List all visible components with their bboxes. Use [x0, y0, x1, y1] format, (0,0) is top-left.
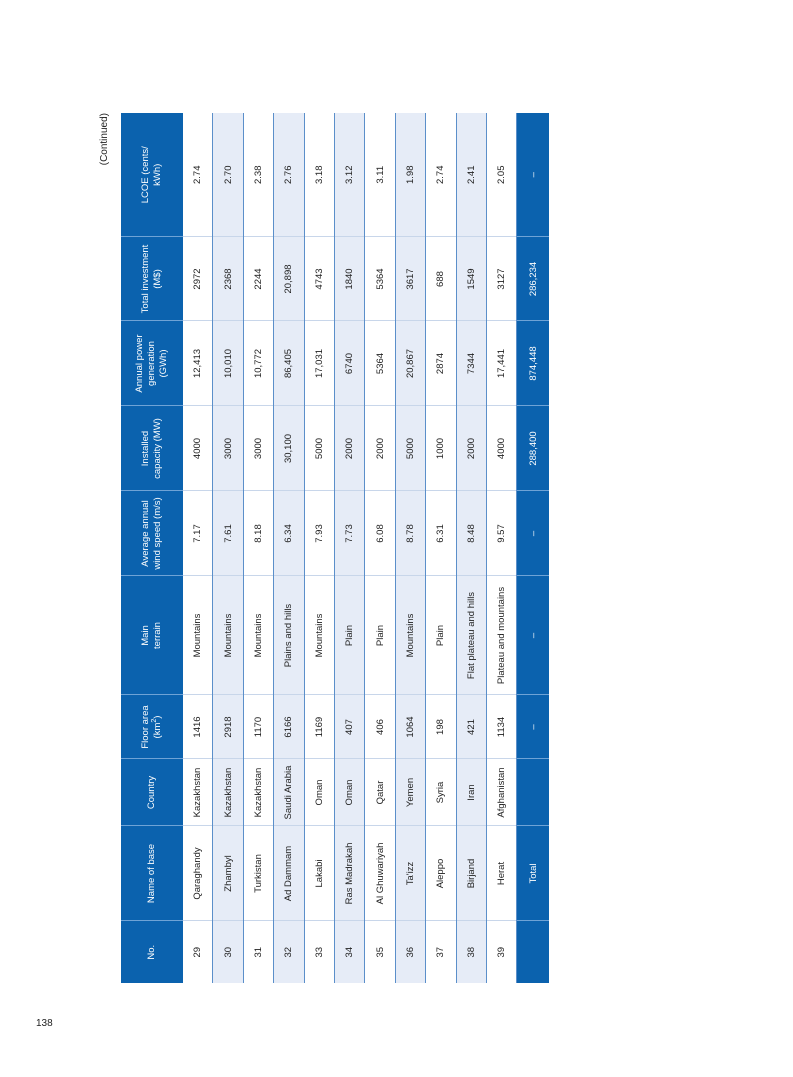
- cell-lcoe: 2.38: [243, 113, 273, 237]
- cell-floor-area: 1416: [183, 695, 213, 759]
- header-capacity: Installed capacity (MW): [121, 406, 183, 491]
- cell-wind-speed: 7.61: [213, 491, 243, 576]
- table-row: [365, 113, 395, 983]
- total-row: [517, 113, 549, 983]
- cell-generation: 20,867: [395, 321, 425, 406]
- cell-terrain: Plateau and mountains: [487, 576, 517, 695]
- total-cell-terrain: –: [517, 576, 549, 695]
- cell-floor-area: 1169: [304, 695, 334, 759]
- cell-terrain: Mountains: [395, 576, 425, 695]
- cell-floor-area: 1064: [395, 695, 425, 759]
- table-row: [456, 113, 486, 983]
- header-country: Country: [121, 759, 183, 826]
- cell-no: 31: [243, 921, 273, 983]
- cell-lcoe: 2.41: [456, 113, 486, 237]
- cell-country: Yemen: [395, 759, 425, 826]
- cell-lcoe: 2.76: [274, 113, 304, 237]
- cell-name: Birjand: [456, 826, 486, 921]
- cell-name: Lakabi: [304, 826, 334, 921]
- cell-investment: 3617: [395, 237, 425, 321]
- cell-capacity: 4000: [487, 406, 517, 491]
- cell-no: 35: [365, 921, 395, 983]
- table-row: [274, 113, 304, 983]
- cell-terrain: Plains and hills: [274, 576, 304, 695]
- cell-capacity: 30,100: [274, 406, 304, 491]
- cell-investment: 20,898: [274, 237, 304, 321]
- cell-investment: 2244: [243, 237, 273, 321]
- cell-lcoe: 2.74: [183, 113, 213, 237]
- table-row: [487, 113, 517, 983]
- cell-capacity: 2000: [456, 406, 486, 491]
- rotated-table-container: [99, 113, 549, 983]
- cell-name: Zhambyl: [213, 826, 243, 921]
- cell-floor-area: 6166: [274, 695, 304, 759]
- cell-wind-speed: 8.18: [243, 491, 273, 576]
- cell-country: Kazakhstan: [183, 759, 213, 826]
- cell-lcoe: 3.11: [365, 113, 395, 237]
- cell-wind-speed: 6.31: [426, 491, 456, 576]
- cell-country: Oman: [304, 759, 334, 826]
- cell-generation: 17,441: [487, 321, 517, 406]
- cell-terrain: Mountains: [304, 576, 334, 695]
- cell-capacity: 2000: [365, 406, 395, 491]
- cell-investment: 3127: [487, 237, 517, 321]
- cell-lcoe: 2.74: [426, 113, 456, 237]
- cell-country: Kazakhstan: [243, 759, 273, 826]
- cell-floor-area: 407: [335, 695, 365, 759]
- cell-name: Al Ghuwariyah: [365, 826, 395, 921]
- total-cell-wind-speed: –: [517, 491, 549, 576]
- cell-floor-area: 2918: [213, 695, 243, 759]
- cell-no: 37: [426, 921, 456, 983]
- cell-investment: 688: [426, 237, 456, 321]
- header-investment: Total investment (M$): [121, 237, 183, 321]
- cell-terrain: Plain: [365, 576, 395, 695]
- cell-wind-speed: 7.93: [304, 491, 334, 576]
- header-no: No.: [121, 921, 183, 983]
- cell-generation: 10,010: [213, 321, 243, 406]
- cell-investment: 1840: [335, 237, 365, 321]
- header-lcoe: LCOE (cents/ kWh): [121, 113, 183, 237]
- cell-capacity: 4000: [183, 406, 213, 491]
- cell-no: 38: [456, 921, 486, 983]
- cell-wind-speed: 7.73: [335, 491, 365, 576]
- cell-generation: 2874: [426, 321, 456, 406]
- page-number: 138: [36, 1018, 53, 1029]
- cell-generation: 86,405: [274, 321, 304, 406]
- cell-name: Ta'izz: [395, 826, 425, 921]
- cell-no: 34: [335, 921, 365, 983]
- cell-terrain: Mountains: [243, 576, 273, 695]
- cell-lcoe: 3.12: [335, 113, 365, 237]
- cell-floor-area: 406: [365, 695, 395, 759]
- cell-wind-speed: 8.48: [456, 491, 486, 576]
- cell-wind-speed: 9.57: [487, 491, 517, 576]
- cell-country: Qatar: [365, 759, 395, 826]
- header-terrain: Main terrain: [121, 576, 183, 695]
- total-cell-investment: 286,234: [517, 237, 549, 321]
- header-floor-area: Floor area $(km^2)$: [121, 695, 183, 759]
- cell-name: Ad Dammam: [274, 826, 304, 921]
- total-cell-capacity: 288,400: [517, 406, 549, 491]
- cell-capacity: 3000: [243, 406, 273, 491]
- cell-terrain: Mountains: [213, 576, 243, 695]
- cell-capacity: 5000: [395, 406, 425, 491]
- table-row: [243, 113, 273, 983]
- cell-lcoe: 2.70: [213, 113, 243, 237]
- cell-name: Ras Madrakah: [335, 826, 365, 921]
- cell-no: 36: [395, 921, 425, 983]
- cell-wind-speed: 8.78: [395, 491, 425, 576]
- cell-floor-area: 1170: [243, 695, 273, 759]
- cell-investment: 1549: [456, 237, 486, 321]
- cell-lcoe: 3.18: [304, 113, 334, 237]
- total-cell-floor-area: –: [517, 695, 549, 759]
- cell-country: Oman: [335, 759, 365, 826]
- total-cell-name: Total: [517, 826, 549, 921]
- wind-bases-table: [121, 113, 549, 983]
- cell-capacity: 1000: [426, 406, 456, 491]
- header-generation: Annual power generation (GWh): [121, 321, 183, 406]
- cell-name: Aleppo: [426, 826, 456, 921]
- cell-lcoe: 2.05: [487, 113, 517, 237]
- cell-investment: 4743: [304, 237, 334, 321]
- cell-generation: 12,413: [183, 321, 213, 406]
- table-row: [213, 113, 243, 983]
- cell-capacity: 3000: [213, 406, 243, 491]
- cell-no: 33: [304, 921, 334, 983]
- cell-country: Saudi Arabia: [274, 759, 304, 826]
- cell-country: Iran: [456, 759, 486, 826]
- cell-generation: 17,031: [304, 321, 334, 406]
- cell-generation: 5364: [365, 321, 395, 406]
- total-cell-no: [517, 921, 549, 983]
- cell-no: 29: [183, 921, 213, 983]
- table-row: [426, 113, 456, 983]
- header-wind-speed: Average annual wind speed (m/s): [121, 491, 183, 576]
- cell-no: 32: [274, 921, 304, 983]
- cell-name: Qaraghandy: [183, 826, 213, 921]
- header-name: Name of base: [121, 826, 183, 921]
- total-cell-lcoe: –: [517, 113, 549, 237]
- cell-generation: 10,772: [243, 321, 273, 406]
- cell-capacity: 2000: [335, 406, 365, 491]
- cell-name: Turkistan: [243, 826, 273, 921]
- cell-terrain: Plain: [426, 576, 456, 695]
- cell-investment: 5364: [365, 237, 395, 321]
- cell-country: Kazakhstan: [213, 759, 243, 826]
- cell-terrain: Flat plateau and hills: [456, 576, 486, 695]
- cell-no: 39: [487, 921, 517, 983]
- cell-wind-speed: 6.08: [365, 491, 395, 576]
- table-row: [304, 113, 334, 983]
- cell-terrain: Mountains: [183, 576, 213, 695]
- cell-wind-speed: 7.17: [183, 491, 213, 576]
- header-row: [121, 113, 183, 983]
- cell-generation: 6740: [335, 321, 365, 406]
- cell-floor-area: 421: [456, 695, 486, 759]
- table-row: [335, 113, 365, 983]
- cell-name: Herat: [487, 826, 517, 921]
- cell-country: Syria: [426, 759, 456, 826]
- cell-lcoe: 1.98: [395, 113, 425, 237]
- table-row: [395, 113, 425, 983]
- cell-wind-speed: 6.34: [274, 491, 304, 576]
- cell-capacity: 5000: [304, 406, 334, 491]
- total-cell-country: [517, 759, 549, 826]
- continued-label: (Continued): [99, 113, 110, 166]
- cell-investment: 2972: [183, 237, 213, 321]
- cell-floor-area: 198: [426, 695, 456, 759]
- cell-no: 30: [213, 921, 243, 983]
- table-row: [183, 113, 213, 983]
- cell-floor-area: 1134: [487, 695, 517, 759]
- cell-generation: 7344: [456, 321, 486, 406]
- total-cell-generation: 874,448: [517, 321, 549, 406]
- cell-investment: 2368: [213, 237, 243, 321]
- cell-country: Afghanistan: [487, 759, 517, 826]
- cell-terrain: Plain: [335, 576, 365, 695]
